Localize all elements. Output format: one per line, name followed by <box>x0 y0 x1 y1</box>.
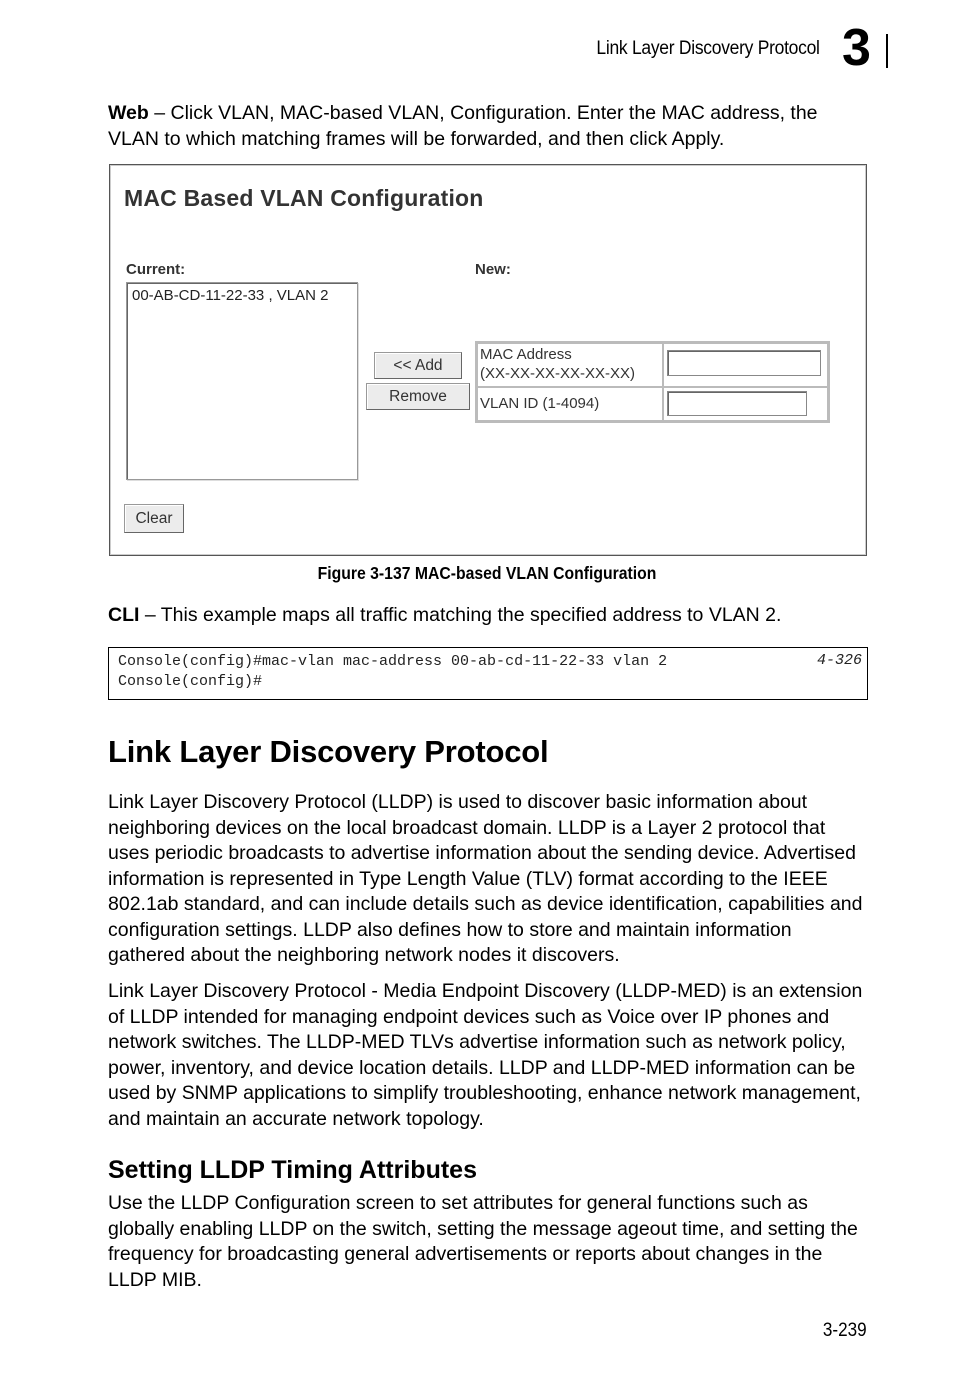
new-label: New: <box>475 261 511 278</box>
chapter-number: 3 <box>842 19 871 77</box>
lldp-paragraph-2: Link Layer Discovery Protocol - Media Endpoint Discovery (LLDP-MED) is an extension of LLDP intended for managing endpoint devices such as Voice over IP phones and network switches. The LLDP-MED TLVs advertise information such as network policy, power, inventory, and device location details. LLDP and LLDP-MED information can be used by SNMP applications to simplify troubleshooting, enhance network management, and maintain an accurate network topology. <box>108 980 863 1130</box>
screen-title: MAC Based VLAN Configuration <box>124 185 484 211</box>
cli-lead: CLI <box>108 604 140 626</box>
list-item[interactable]: 00-AB-CD-11-22-33 , VLAN 2 <box>132 287 329 304</box>
code-page-ref: 4-326 <box>816 652 862 669</box>
current-list[interactable] <box>126 282 358 480</box>
add-button[interactable]: << Add <box>374 352 462 379</box>
vlan-id-input[interactable] <box>667 391 807 416</box>
running-header-title: Link Layer Discovery Protocol <box>596 38 820 59</box>
web-text: – Click VLAN, MAC-based VLAN, Configuration. Enter the MAC address, the VLAN to which matching frames will be forwarded, and then click Apply. <box>108 102 818 150</box>
lldp-paragraph-1: Link Layer Discovery Protocol (LLDP) is used to discover basic information about neighboring devices on the local broadcast domain. LLDP is a Layer 2 protocol that uses periodic broadcasts to advertise information about the sending device. Advertised information is represented in Type Length Value (TLV) format according to the IEEE 802.1ab standard, and can include details such as device identification, capabilities and configuration settings. LLDP also defines how to store and maintain information gathered about the neighboring network nodes it discovers. <box>108 791 863 966</box>
figure-caption: Figure 3-137 MAC-based VLAN Configuration <box>317 563 657 583</box>
new-entry-table <box>475 341 830 423</box>
section-title: Link Layer Discovery Protocol <box>108 734 549 769</box>
code-line-2: Console(config)# <box>118 673 263 690</box>
vlan-id-cell <box>663 387 828 421</box>
code-line-1: Console(config)#mac-vlan mac-address 00-ab-cd-11-22-33 vlan 2 <box>118 653 668 670</box>
vlan-id-label: VLAN ID (1-4094) <box>477 387 663 421</box>
figure-mac-vlan-config <box>109 164 867 556</box>
page-number: 3-239 <box>823 1320 867 1341</box>
remove-button[interactable]: Remove <box>366 383 470 410</box>
code-block <box>108 647 868 700</box>
cli-text: – This example maps all traffic matching the specified address to VLAN 2. <box>139 604 782 626</box>
current-label: Current: <box>126 261 186 278</box>
web-lead: Web <box>108 102 149 124</box>
mac-address-input[interactable] <box>667 350 821 376</box>
clear-button[interactable]: Clear <box>124 504 184 533</box>
subsection-title: Setting LLDP Timing Attributes <box>108 1156 477 1184</box>
cli-instructions <box>108 603 868 629</box>
timing-paragraph: Use the LLDP Configuration screen to set attributes for general functions such as globally enabling LLDP on the switch, setting the message ageout time, and setting the frequency for broadcasting general advertisements or reports about changes in the LLDP MIB. <box>108 1192 858 1291</box>
chapter-rule <box>886 34 888 68</box>
mac-address-label: MAC Address (XX-XX-XX-XX-XX-XX) <box>477 343 663 387</box>
mac-address-cell <box>663 343 828 387</box>
web-instructions <box>108 101 868 152</box>
